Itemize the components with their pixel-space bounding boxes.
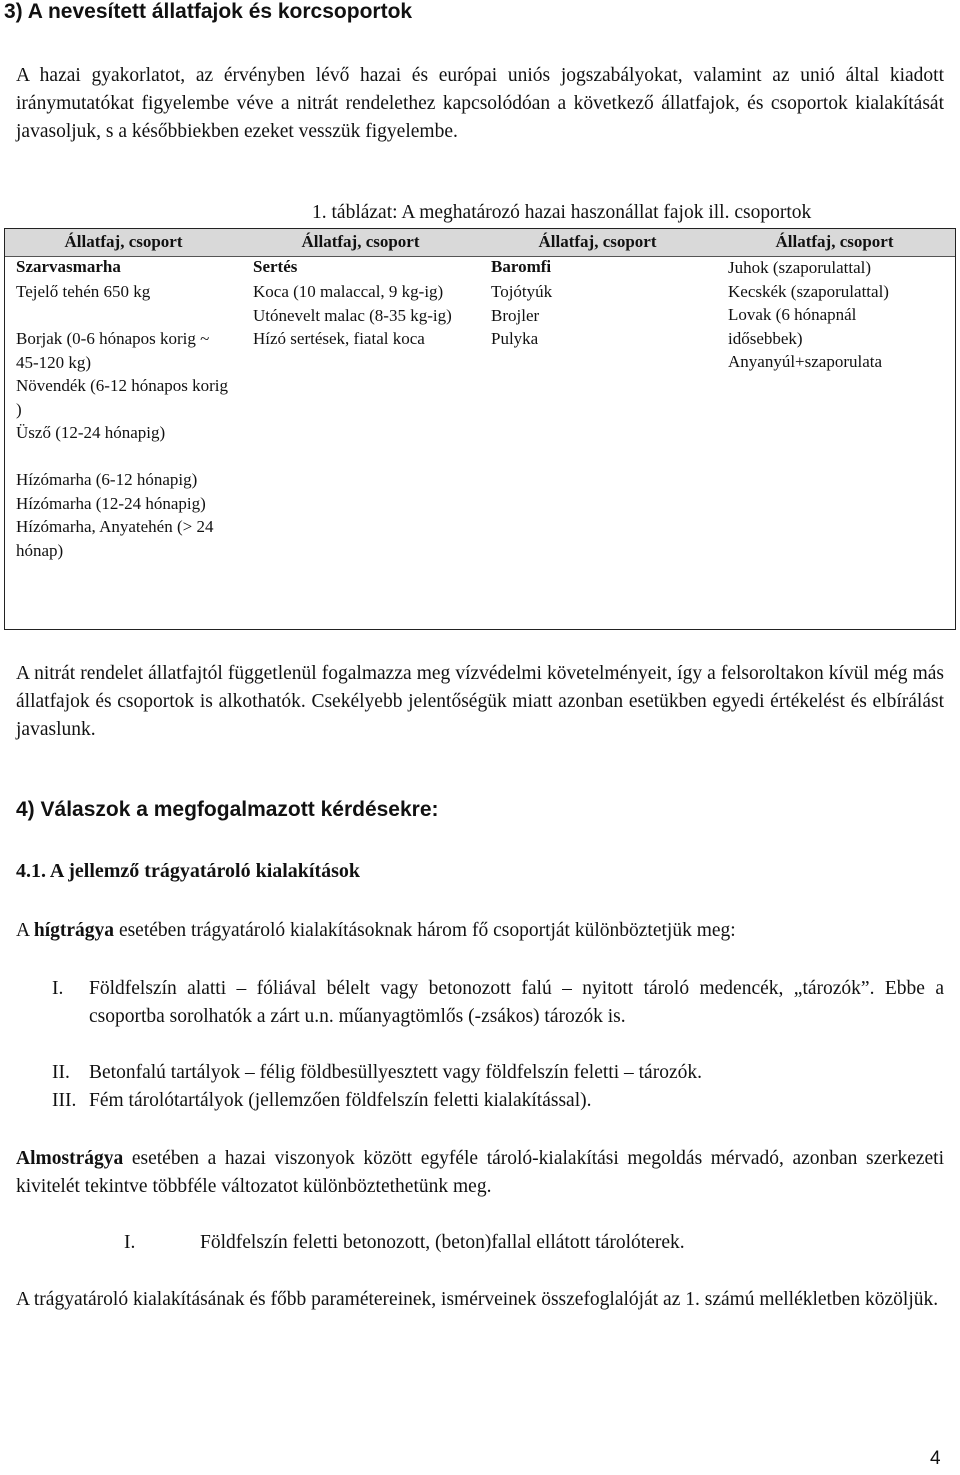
list-text: Földfelszín alatti – fóliával bélelt vagy betonozott falú – nyitott tároló medencék, „tározók”. Ebbe a csoportba sorolhatók a zárt u.n. műanyagtömlős (-zsákos) tározók is.	[89, 978, 944, 1027]
intro-paragraph: A hazai gyakorlatot, az érvényben lévő hazai és európai uniós jogszabályokat, valamint az unió által kiadott iránymutatókat figyelembe véve a nitrát rendelethez kapcsolódóan a következő állatfajok, és csoportok kialakítását javasoljuk, s a későbbiekben ezeket vesszük figyelembe.	[16, 65, 944, 142]
list-item	[52, 1059, 944, 1087]
list-item: Koca (10 malaccal, 9 kg-ig)	[253, 282, 444, 301]
list-number: III.	[52, 1090, 77, 1111]
table-header-cell: Állatfaj, csoport	[538, 232, 657, 251]
closing-paragraph: A trágyatároló kialakításának és főbb paramétereinek, ismérveinek összefoglalóját az 1. számú mellékletben közöljük.	[16, 1289, 939, 1310]
subsection-4-1-heading: 4.1. A jellemző trágyatároló kialakítások	[16, 860, 361, 882]
almos-bold-term: Almostrágya	[16, 1148, 124, 1169]
livestock-table	[4, 228, 956, 630]
table-header-row	[5, 229, 955, 257]
list-item: Üsző (12-24 hónapig)	[16, 423, 166, 442]
table-caption: 1. táblázat: A meghatározó hazai haszonállat fajok ill. csoportok	[312, 202, 812, 223]
group-poultry: Baromfi	[491, 257, 552, 276]
list-item	[124, 1229, 944, 1257]
list-text: Betonfalú tartályok – félig földbesüllyesztett vagy földfelszín feletti – tározók.	[89, 1062, 702, 1083]
list-item: Hízó sertések, fiatal koca	[253, 329, 425, 348]
section-4-heading: 4) Válaszok a megfogalmazott kérdésekre:	[16, 798, 439, 821]
section-3-heading: 3) A nevesített állatfajok és korcsoportok	[4, 0, 413, 23]
list-number: II.	[52, 1062, 70, 1083]
list-item: Utónevelt malac (8-35 kg-ig)	[253, 305, 452, 325]
poultry-items	[491, 280, 711, 351]
table-header-cell: Állatfaj, csoport	[301, 232, 420, 251]
after-table-paragraph: A nitrát rendelet állatfajtól függetlenül fogalmazza meg vízvédelmi követelményeit, így a felsoroltakon kívül még más állatfajok és csoportok is alkothatók. Csekélyebb jelentőségük miatt azonban esetükben egyedi értékelést és elbírálást javaslunk.	[16, 663, 944, 740]
hig-bold-term: hígtrágya	[33, 920, 115, 941]
list-item: Hízómarha (6-12 hónapig)	[16, 470, 198, 489]
cattle-items	[16, 280, 236, 562]
list-item: Lovak (6 hónapnál idősebbek)	[728, 305, 857, 348]
table-header-cell: Állatfaj, csoport	[64, 232, 183, 251]
list-number: I.	[124, 1232, 136, 1253]
list-item: Kecskék (szaporulattal)	[728, 281, 889, 301]
list-item: Pulyka	[491, 329, 539, 348]
list-item: Tejelő tehén 650 kg	[16, 282, 151, 301]
almos-paragraph: Almostrágya esetében a hazai viszonyok között egyféle tároló-kialakítási megoldás mérvadó, azonban szerkezeti kivitelét tekintve többféle változatot különböztethetünk meg.	[16, 1148, 944, 1197]
other-items	[728, 256, 943, 374]
hig-intro: A hígtrágya esetében trágyatároló kialakításoknak három fő csoportját különböztetjük meg:	[16, 920, 736, 941]
pig-items	[253, 280, 463, 351]
list-number: I.	[52, 978, 64, 999]
list-item	[52, 1087, 944, 1115]
list-item	[52, 975, 944, 1031]
list-item: Hízómarha, Anyatehén (> 24 hónap)	[16, 517, 214, 560]
list-item: Tojótyúk	[491, 282, 553, 301]
table-header-cell: Állatfaj, csoport	[775, 232, 894, 251]
list-item: Növendék (6-12 hónapos korig )	[16, 376, 228, 419]
page-number: 4	[930, 1448, 941, 1469]
list-text: Földfelszín feletti betonozott, (beton)fallal ellátott tárolóterek.	[200, 1232, 685, 1253]
list-item: Juhok (szaporulattal)	[728, 258, 872, 277]
list-text: Fém tárolótartályok (jellemzően földfelszín feletti kialakítással).	[89, 1090, 592, 1111]
group-cattle: Szarvasmarha	[16, 257, 121, 276]
list-item: Anyanyúl+szaporulata	[728, 352, 883, 371]
list-item: Borjak (0-6 hónapos korig ~ 45-120 kg)	[16, 329, 210, 372]
list-item: Brojler	[491, 305, 540, 325]
list-item: Hízómarha (12-24 hónapig)	[16, 493, 206, 513]
group-pig: Sertés	[253, 257, 298, 276]
